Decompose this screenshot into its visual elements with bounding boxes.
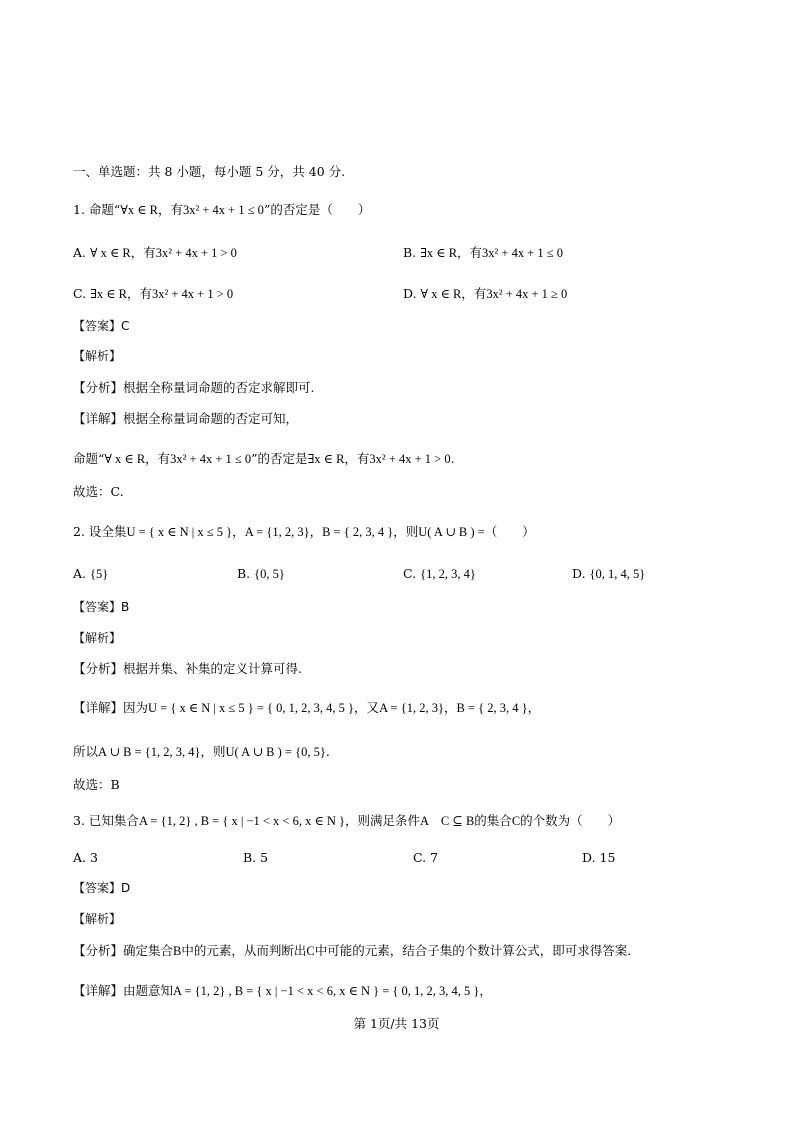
text: ，有	[344, 451, 370, 466]
option-label: A.	[73, 245, 87, 260]
answer-label: 【答案】C	[73, 319, 130, 333]
math: A C ⊆ B	[420, 814, 475, 828]
math: {5}	[90, 567, 109, 581]
detailed-solution	[73, 699, 540, 717]
section-title: 一、单选题：共 8 小题，每小题 5 分，共 40 分.	[73, 164, 346, 179]
option-label: C.	[73, 286, 87, 301]
math: U( A ∪ B ) = {0, 5}	[225, 745, 326, 759]
math: A = {1, 2, 3}	[244, 525, 310, 539]
math: A = {1, 2} , B = { x | −1 < x < 6, x ∈ N }	[138, 814, 346, 828]
text: ，有	[126, 286, 152, 301]
text: ，则满足条件	[345, 813, 421, 828]
math: 3x² + 4x + 1 ≤ 0	[482, 246, 564, 260]
text: ，有	[145, 451, 171, 466]
text: 中的元素，从而判断出	[181, 943, 307, 958]
analysis-label: 【解析】	[73, 631, 122, 645]
text: 【详解】由题意知	[73, 983, 174, 998]
text: 命题“	[73, 451, 105, 466]
detailed-solution	[73, 982, 492, 1000]
text: ，	[232, 524, 245, 539]
math: ∀x ∈ R	[120, 203, 158, 217]
math: A = {1, 2} , B = { x | −1 < x < 6, x ∈ N } = { 0, 1, 2, 3, 4, 5 }	[173, 984, 480, 998]
text: ，	[443, 700, 457, 715]
detailed-solution: 【详解】根据全称量词命题的否定可知，	[73, 411, 299, 426]
question-2-stem	[73, 523, 535, 541]
math: ∀ x ∈ R	[90, 246, 131, 260]
text: 中可能的元素，结合子集的个数计算公式，即可求得答案.	[314, 943, 632, 958]
final-choice: 故选：C.	[73, 484, 124, 499]
text: 【详解】因为	[73, 700, 149, 715]
text: （ ）	[484, 524, 535, 539]
option-c: C. 7	[413, 850, 439, 865]
text: 的个数为（ ）	[520, 813, 621, 828]
text: 【分析】确定集合	[73, 943, 174, 958]
math: B = { 2, 3, 4 }	[322, 525, 394, 539]
math: U = { x ∈ N | x ≤ 5 } = { 0, 1, 2, 3, 4, 5 }	[148, 701, 355, 715]
math: B = { 2, 3, 4 }	[456, 701, 528, 715]
math: ∀ x ∈ R	[104, 452, 146, 466]
question-number: 3.	[73, 813, 85, 828]
option-b	[403, 244, 563, 262]
option-label: D.	[572, 566, 586, 581]
math: 3x² + 4x + 1 > 0	[369, 452, 451, 466]
option-b: B. 5	[243, 850, 269, 865]
text: 的集合	[474, 813, 512, 828]
option-label: B.	[403, 245, 417, 260]
option-d	[572, 565, 645, 583]
detailed-solution-line	[73, 450, 455, 468]
math: ∃x ∈ R	[307, 452, 345, 466]
option-label: B.	[237, 566, 251, 581]
math: B	[173, 944, 182, 958]
option-label: A.	[73, 566, 87, 581]
answer-label: 【答案】B	[73, 600, 130, 614]
question-number: 1.	[73, 202, 85, 217]
option-label: D.	[403, 286, 417, 301]
option-a	[73, 565, 108, 583]
option-label: C.	[403, 566, 417, 581]
text: 所以	[73, 744, 99, 759]
text: ，	[479, 983, 492, 998]
analysis-label: 【解析】	[73, 349, 122, 363]
text: ，	[309, 524, 323, 539]
math: U = { x ∈ N | x ≤ 5 }	[126, 525, 233, 539]
text: .	[450, 451, 455, 466]
math: ∀ x ∈ R	[420, 287, 462, 301]
text: ，有	[457, 245, 483, 260]
math: 3x² + 4x + 1 ≥ 0	[486, 287, 568, 301]
text: ，则	[393, 524, 419, 539]
analysis-label: 【解析】	[73, 912, 122, 926]
math: 3x² + 4x + 1 ≤ 0	[170, 452, 252, 466]
option-a	[73, 244, 237, 262]
detailed-solution-line	[73, 743, 330, 761]
text: ，有	[157, 202, 183, 217]
math: 3x² + 4x + 1 > 0	[155, 246, 237, 260]
math: {0, 5}	[254, 567, 285, 581]
analysis-summary: 【分析】根据并集、补集的定义计算可得.	[73, 661, 302, 676]
math: U( A ∪ B ) =	[418, 525, 485, 539]
math: ∃x ∈ R	[90, 287, 127, 301]
math: 3x² + 4x + 1 ≤ 0	[182, 203, 264, 217]
math: A ∪ B = {1, 2, 3, 4}	[98, 745, 201, 759]
analysis-summary	[73, 942, 631, 960]
text: ”的否定是	[251, 451, 308, 466]
text: ，	[527, 700, 541, 715]
text: 命题“	[88, 202, 121, 217]
math: A = {1, 2, 3}	[379, 701, 444, 715]
option-d: D. 15	[582, 850, 616, 865]
option-c	[403, 565, 476, 583]
text: ”的否定是（ ）	[263, 202, 371, 217]
option-c	[73, 285, 233, 303]
text: .	[325, 744, 330, 759]
math: ∃x ∈ R	[420, 246, 458, 260]
text: 设全集	[88, 524, 127, 539]
math: 3x² + 4x + 1 > 0	[151, 287, 234, 301]
text: ，又	[354, 700, 380, 715]
text: ，有	[130, 245, 156, 260]
text: 已知集合	[88, 813, 139, 828]
answer-label: 【答案】D	[73, 881, 131, 895]
question-1-stem	[73, 201, 370, 219]
math: {0, 1, 4, 5}	[589, 567, 646, 581]
math: {1, 2, 3, 4}	[420, 567, 476, 581]
page-footer: 第 1页/共 13页	[353, 1016, 440, 1031]
option-b	[237, 565, 285, 583]
text: ，有	[461, 286, 487, 301]
analysis-summary: 【分析】根据全称量词命题的否定求解即可.	[73, 380, 315, 395]
option-a: A. 3	[73, 850, 98, 865]
question-3-stem	[73, 812, 620, 830]
text: ，则	[200, 744, 226, 759]
question-number: 2.	[73, 524, 85, 539]
math: C	[306, 944, 315, 958]
math: C	[511, 814, 521, 828]
final-choice: 故选：B	[73, 777, 120, 792]
option-d	[403, 285, 567, 303]
